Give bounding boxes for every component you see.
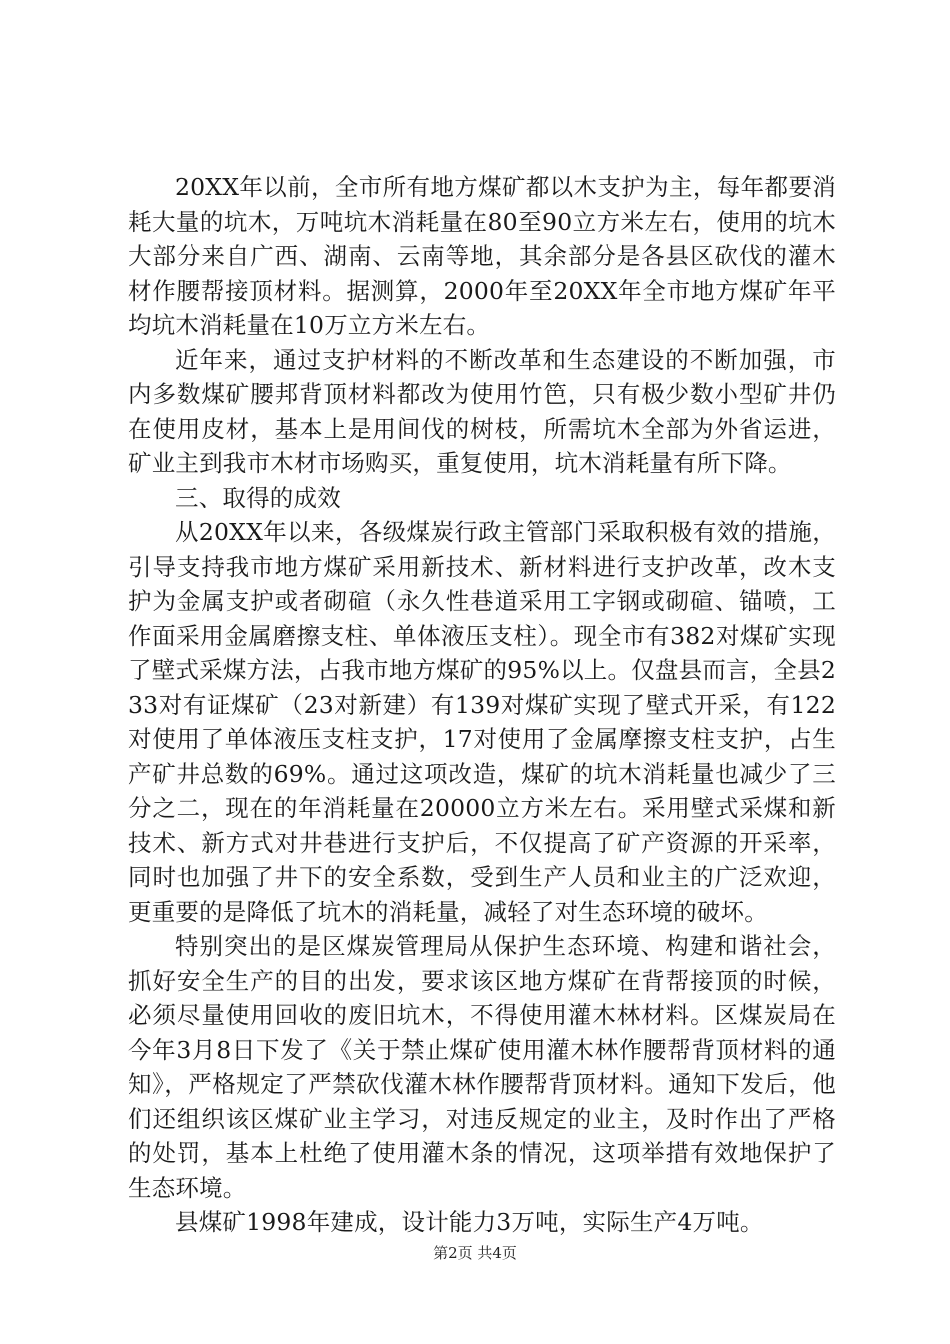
section-heading-results: 三、取得的成效 xyxy=(175,483,341,512)
paragraph-recent-reform: 近年来，通过支护材料的不断改革和生态建设的不断加强，市内多数煤矿腰邦背顶材料都改为使用竹笆，只有极少数小型矿井仍在使用皮材，基本上是用间伐的树枝，所需坑木全部为外省运进，矿业主到我市木材市场购买，重复使用，坑木消耗量有所下降。 xyxy=(128,345,836,477)
paragraph-county-mine: 县煤矿1998年建成，设计能力3万吨，实际生产4万吨。 xyxy=(175,1208,764,1236)
paragraph-wood-support-history: 20XX年以前，全市所有地方煤矿都以木支护为主，每年都要消耗大量的坑木，万吨坑木消耗量在80至90立方米左右，使用的坑木大部分来自广西、湖南、云南等地，其余部分是各县区砍伐的灌木材作腰帮接顶材料。据测算，2000年至20XX年全市地方煤矿年平均坑木消耗量在10万立方米左右。 xyxy=(128,173,836,339)
paragraph-support-reform-results: 从20XX年以来，各级煤炭行政主管部门采取积极有效的措施，引导支持我市地方煤矿采用新技术、新材料进行支护改革，改木支护为金属支护或者砌碹（永久性巷道采用工字钢或砌碹、锚喷，工作面采用金属磨擦支柱、单体液压支柱）。现全市有382对煤矿实现了壁式采煤方法，占我市地方煤矿的95%以上。仅盘县而言，全县233对有证煤矿（23对新建）有139对煤矿实现了壁式开采，有122对使用了单体液压支柱支护，17对使用了金属摩擦支柱支护，占生产矿井总数的69%。通过这项改造，煤矿的坑木消耗量也减少了三分之二，现在的年消耗量在20000立方米左右。采用壁式采煤和新技术、新方式对井巷进行支护后，不仅提高了矿产资源的开采率，同时也加强了井下的安全系数，受到生产人员和业主的广泛欢迎，更重要的是降低了坑木的消耗量，减轻了对生态环境的破坏。 xyxy=(128,518,836,926)
paragraph-district-bureau-measures: 特别突出的是区煤炭管理局从保护生态环境、构建和谐社会，抓好安全生产的目的出发，要求该区地方煤矿在背帮接顶的时候，必须尽量使用回收的废旧坑木，不得使用灌木林材料。区煤炭局在今年3月8日下发了《关于禁止煤矿使用灌木林作腰帮背顶材料的通知》，严格规定了严禁砍伐灌木林作腰帮背顶材料。通知下发后，他们还组织该区煤矿业主学习，对违反规定的业主，及时作出了严格的处罚，基本上杜绝了使用灌木条的情况，这项举措有效地保护了生态环境。 xyxy=(128,932,836,1202)
page-footer: 第2页 共4页 xyxy=(433,1244,517,1262)
document-body xyxy=(128,170,836,1240)
